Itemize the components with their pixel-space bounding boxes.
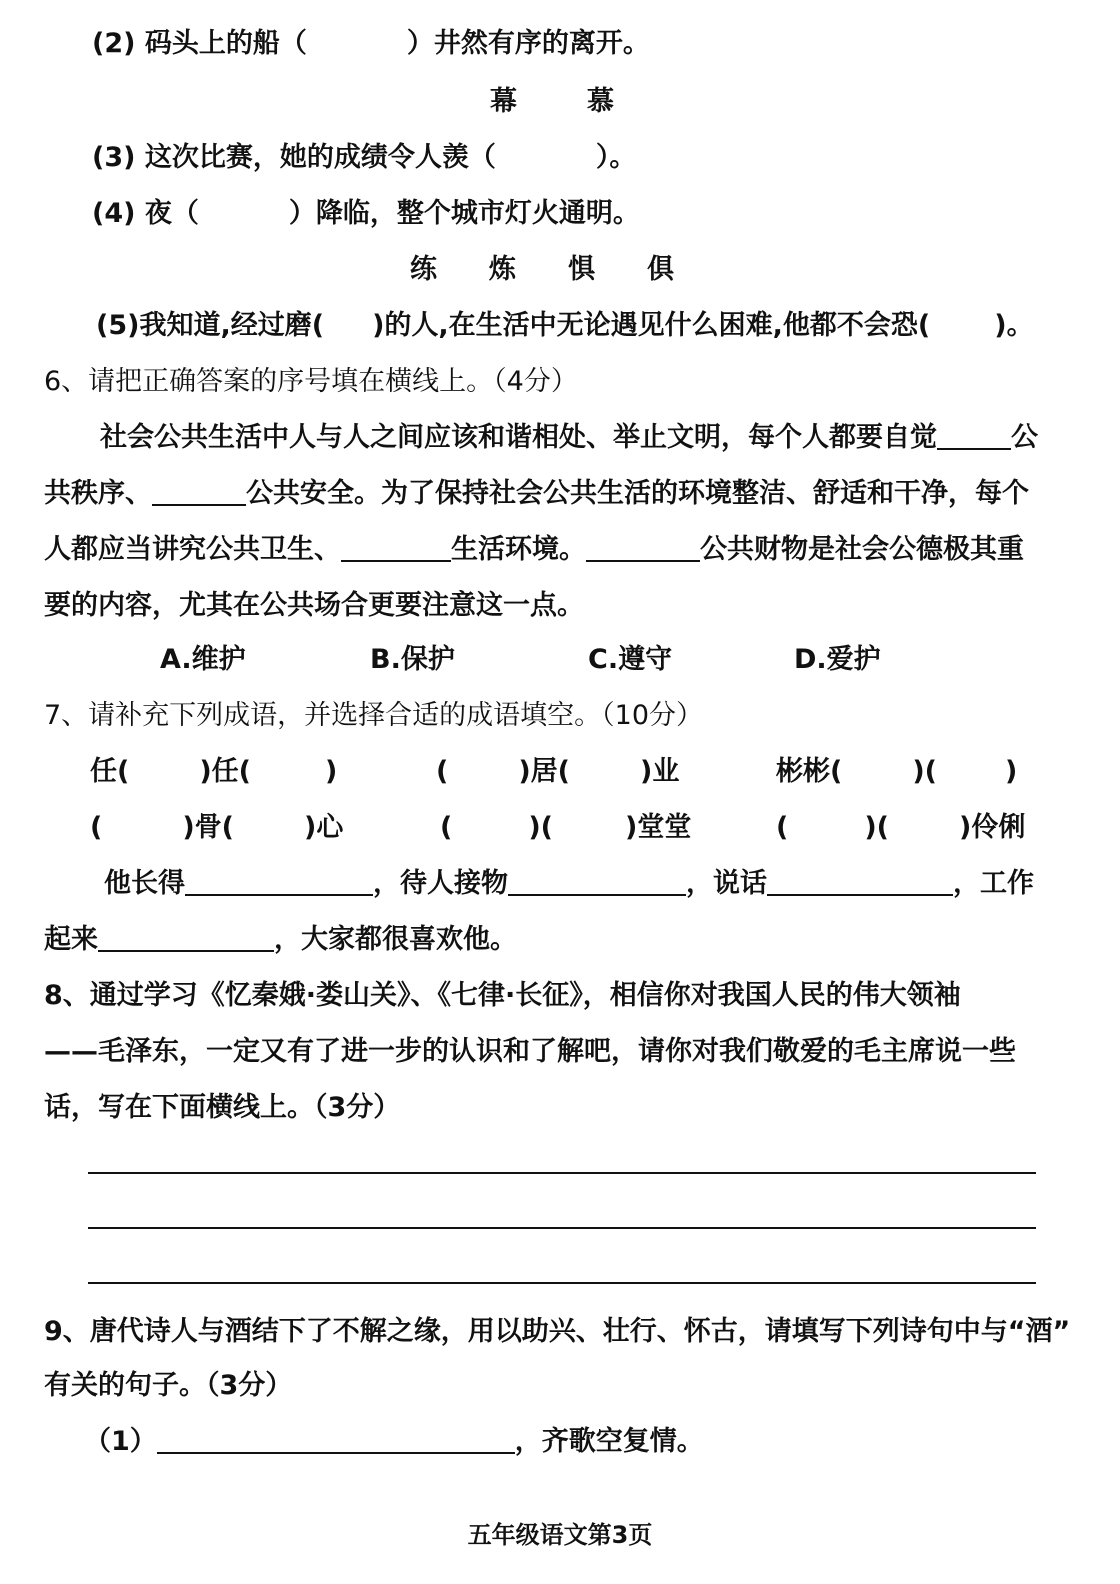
idiom-4: ( )骨( )心: [90, 812, 344, 843]
q6-line-3: 人都应当讲究公共卫生、 生活环境。 公共财物是社会公德极其重: [44, 534, 1024, 565]
q7-sentence-1: 他长得 ，待人接物 ，说话 ，工作: [104, 868, 1034, 899]
answer-blank[interactable]: [586, 534, 700, 562]
idiom-2: ( )居( )业: [436, 756, 680, 787]
q6-line-1: 社会公共生活中人与人之间应该和谐相处、举止文明，每个人都要自觉 公: [100, 422, 1038, 453]
q8-line-1: 8、通过学习《忆秦娥·娄山关》、《七律·长征》，相信你对我国人民的伟大领袖: [44, 980, 961, 1011]
q5-item-2: (2) 码头上的船（ ）井然有序的离开。: [92, 28, 650, 59]
option-char: 幕: [490, 86, 517, 117]
writing-line[interactable]: [88, 1172, 1036, 1174]
answer-blank[interactable]: [157, 1426, 515, 1454]
answer-blank[interactable]: [341, 534, 451, 562]
page-footer: 五年级语文第3页: [467, 1521, 653, 1549]
idiom-3: 彬彬( )( ): [776, 756, 1018, 787]
q5-item-3: (3) 这次比赛，她的成绩令人羡（ ）。: [92, 142, 637, 173]
answer-blank[interactable]: [185, 868, 373, 896]
answer-blank[interactable]: [767, 868, 953, 896]
answer-blank[interactable]: [152, 478, 246, 506]
q5-item-4: (4) 夜（ ）降临，整个城市灯火通明。: [92, 198, 640, 229]
q9-item-1: （1） ，齐歌空复情。: [84, 1426, 704, 1457]
option-char: 俱: [647, 254, 674, 285]
q5-item-5: (5)我知道,经过磨( )的人,在生活中无论遇见什么困难,他都不会恐( )。: [96, 310, 1034, 341]
idiom-6: ( )( )伶俐: [776, 812, 1026, 843]
option-char: 炼: [489, 254, 516, 285]
answer-blank[interactable]: [508, 868, 686, 896]
q6-heading: 6、请把正确答案的序号填在横线上。（4分）: [44, 366, 578, 397]
q6-option-d: D.爱护: [794, 644, 881, 675]
q6-option-a: A.维护: [160, 644, 246, 675]
q6-line-4: 要的内容，尤其在公共场合更要注意这一点。: [44, 590, 584, 621]
option-char: 惧: [568, 254, 595, 285]
option-char: 练: [410, 254, 437, 285]
idiom-5: ( )( )堂堂: [440, 812, 692, 843]
q6-option-b: B.保护: [370, 644, 455, 675]
option-char: 慕: [587, 86, 614, 117]
writing-line[interactable]: [88, 1227, 1036, 1229]
idiom-1: 任( )任( ): [90, 756, 338, 787]
q6-line-2: 共秩序、 公共安全。为了保持社会公共生活的环境整洁、舒适和干净，每个: [44, 478, 1029, 509]
q5-word-options-b: [410, 252, 674, 288]
q9-line-2: 有关的句子。（3分）: [44, 1370, 293, 1401]
answer-blank[interactable]: [937, 422, 1011, 450]
q8-line-3: 话，写在下面横线上。（3分）: [44, 1092, 401, 1123]
q9-line-1: 9、唐代诗人与酒结下了不解之缘，用以助兴、壮行、怀古，请填写下列诗句中与“酒”: [44, 1316, 1071, 1347]
q8-line-2: ——毛泽东，一定又有了进一步的认识和了解吧，请你对我们敬爱的毛主席说一些: [44, 1036, 1016, 1067]
writing-line[interactable]: [88, 1282, 1036, 1284]
q7-heading: 7、请补充下列成语，并选择合适的成语填空。（10分）: [44, 700, 704, 731]
q7-sentence-2: 起来 ，大家都很喜欢他。: [44, 924, 517, 955]
q5-word-options-a: [490, 84, 614, 120]
answer-blank[interactable]: [98, 924, 274, 952]
q6-option-c: C.遵守: [588, 644, 673, 675]
